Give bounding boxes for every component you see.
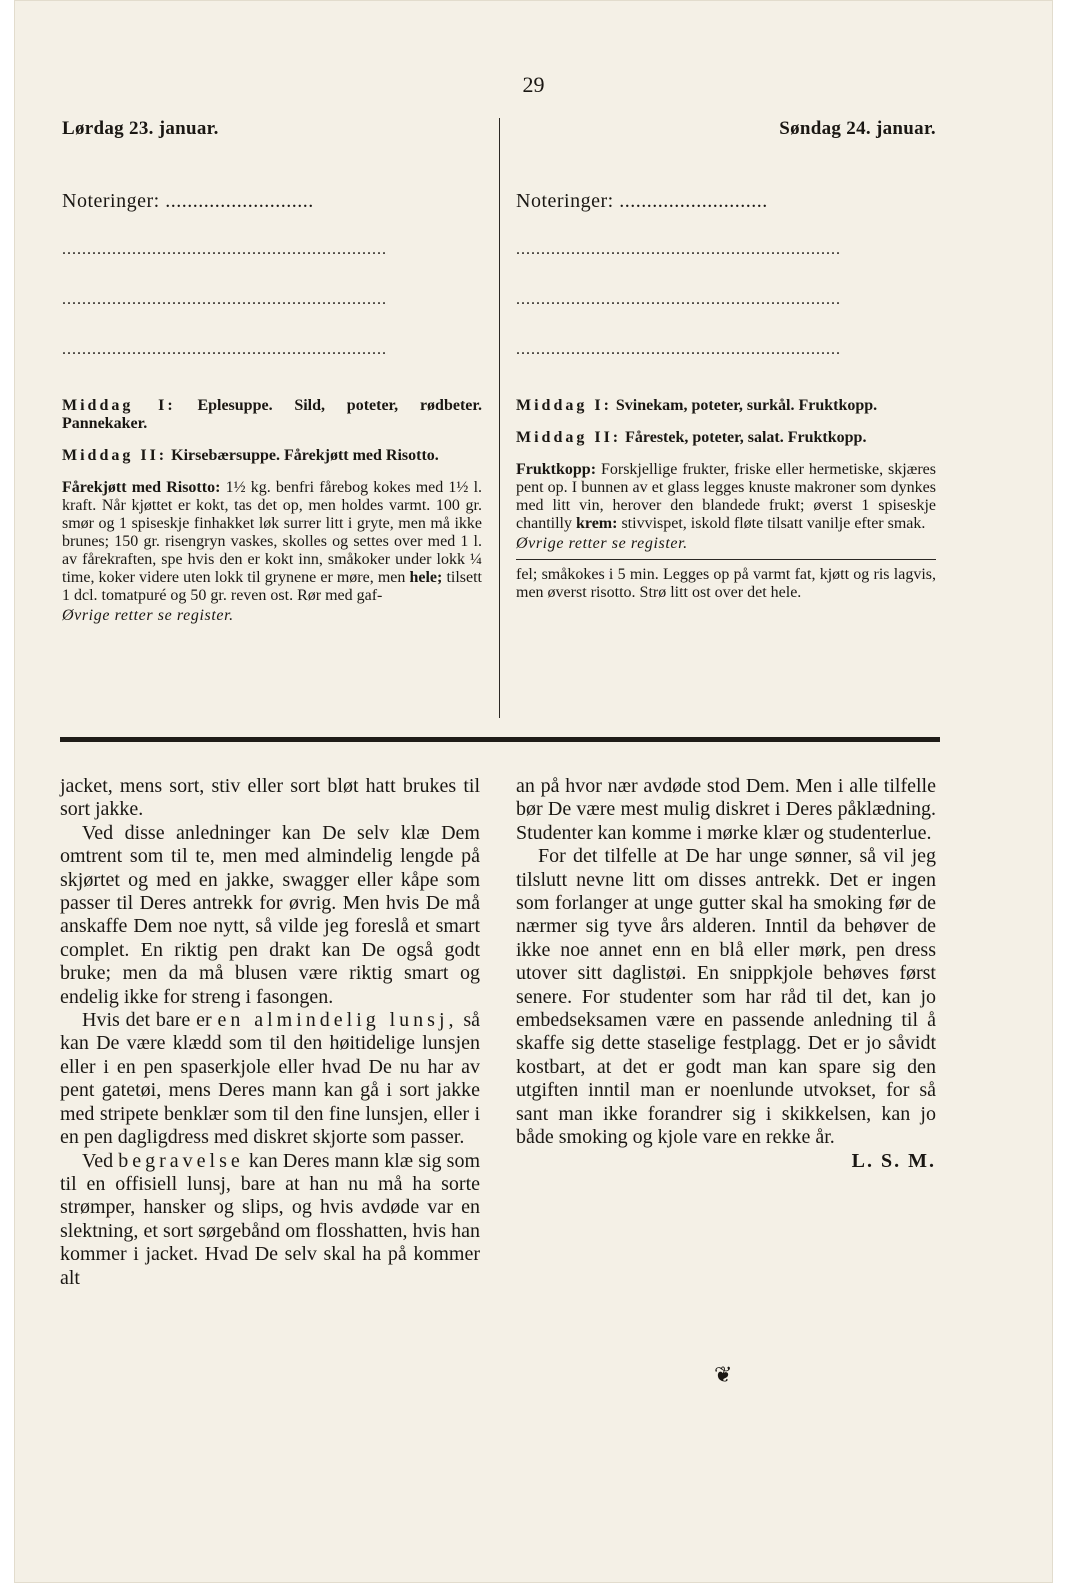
right-middag-2-label: Middag II: [516,429,622,446]
essay-left-p3-b: så kan De være klædd som til den høitidelige lunsjen eller i en pen spaserkjole eller hvad De nu har av pent gatetøi, mens Deres mann kan gå i sort jakke med stripete benklær som til den fine lunsjen, eller i en pen dagligdress med diskret skjorte som passer. [60,1009,481,1149]
left-notes-dots-1: ................................................................. [62,241,387,258]
left-recipe-bold: hele; [409,569,443,586]
essay-left-p3 [60,1009,480,1149]
left-recipe-text: 1½ kg. benfri fårebog kokes med 1½ l. kraft. Når kjøttet er kokt, tas det op, men holdes varmt. 100 gr. smør og 1 spiseskje finhakket løk surrer litt i gryte, men må ikke brunes; 150 gr. risengryn vaskes, skolles og settes over med 1 l. av fårekraften, spe hvis den er kokt inn, småkoker under lokk ¼ time, koker videre uten lokk til grynene er møre, men [62,479,483,586]
right-notes-dots-1: ................................................................. [516,241,841,258]
right-middag-1-text: Svinekam, poteter, surkål. Fruktkopp. [615,397,878,414]
essay-left-column [60,775,480,1290]
right-notes-line: Noteringer: ........................... [516,190,768,212]
column-divider [499,118,500,718]
left-notes-label: Noteringer: [62,190,160,212]
right-middag-1 [516,397,936,415]
left-recipe [62,479,482,605]
left-middag-2 [62,447,482,465]
left-day-column [62,118,482,625]
essay-right-p1: an på hvor nær avdøde stod Dem. Men i alle tilfelle bør De være mest mulig diskret i Deres påklædning. Studenter kan komme i mørke klær og studenterlue. [516,775,936,844]
left-notes-dots-2: ................................................................. [62,291,387,308]
book-page [14,0,1053,1583]
essay-left-p2: Ved disse anledninger kan De selv klæ Dem omtrent som til te, men med almindelig lengde på skjørtet og med en jakke, swagger eller kåpe som passer til Deres antrekk for øvrig. Men hvis De må anskaffe Dem noe nytt, så vilde jeg foreslå et smart complet. En riktig pen drakt kan De også godt bruke; men da må blusen være riktig smart og endelig ikke for streng i fasongen. [60,821,480,1008]
continuation-rule [516,559,936,560]
right-middag-2 [516,429,936,447]
essay-left-p3-a: Hvis det bare er [82,1009,212,1032]
right-ovrige-retter: Øvrige retter se register. [516,535,688,552]
right-day-column [516,118,936,602]
left-recipe-title: Fårekjøtt med Risotto: [62,479,221,496]
essay-left-p1: jacket, mens sort, stiv eller sort bløt hatt brukes til sort jakke. [60,775,480,821]
essay-left-p3-spaced: en almindelig lunsj, [217,1009,458,1032]
right-recipe-title: Fruktkopp: [516,461,597,478]
left-recipe-text-2: tilsett 1 dcl. tomatpuré og 50 gr. reven ost. Rør med gaf- [62,569,482,604]
right-menu-block [516,397,936,602]
left-menu-block [62,397,482,625]
right-day-header: Søndag 24. januar. [779,118,936,139]
essay-left-p4 [60,1150,480,1290]
flower-ornament-icon: ❦ [714,1362,733,1387]
right-middag-2-text: Fårestek, poteter, salat. Fruktkopp. [625,429,867,446]
left-middag-2-text: Kirsebærsuppe. Fårekjøtt med Risotto. [171,447,439,464]
right-recipe-text: Forskjellige frukter, friske eller hermetiske, skjæres pent op. I bunnen av et glass legges knuste makroner som dynkes med litt vin, herover den blandede frukt; øverst 1 spiseskje chantilly [516,461,937,532]
left-middag-2-label: Middag II: [62,447,168,464]
left-ovrige-retter: Øvrige retter se register. [62,607,234,624]
essay-left-p4-spaced: begravelse [118,1149,244,1172]
left-notes-line: Noteringer: ........................... [62,190,314,212]
left-middag-1-text: Eplesuppe. Sild, poteter, rødbeter. Pannekaker. [62,397,483,432]
right-notes-dots-3: ................................................................. [516,341,841,358]
left-middag-1 [62,397,482,433]
essay-right-column [516,775,936,1173]
essay-right-p2: For det tilfelle at De har unge sønner, så vil jeg tilslutt nevne litt om disses antrekk. Det er ingen som forlanger at unge gutter skal ha smoking før de nærmer sig tyve års alderen. Inntil da behøver de ikke noe annet enn en blå eller mørk, pen dress utover sitt daglistøi. En snippkjole behøves først senere. For studenter som har råd til det, kan jo embedseksamen være en passende anledning til å skaffe sig dette staselige festplagg. Det er jo såvidt kostbart, at det er godt man kan spare sig den utgiften inntil man er noenlunde utvokset, for så sant man ikke forandrer sig i skikkelsen, kan jo både smoking og kjole vare en rekke år. [516,845,936,1149]
left-day-header: Lørdag 23. januar. [62,118,219,139]
right-notes-label: Noteringer: [516,190,614,212]
right-recipe-text-2: stivvispet, iskold fløte tilsatt vanilje efter smak. [621,515,926,532]
essay-left-p4-b: kan Deres mann klæ sig som til en offisiell lunsj, bare at han nu må ha sorte strømper, hansker og slips, og hvis avdøde var en slektning, et sort sørgebånd om flosshatten, hvis han kommer i jacket. Hvad De selv skal ha på kommer alt [60,1149,481,1289]
left-middag-1-label: Middag I: [62,397,176,414]
right-recipe-bold: krem: [575,515,618,532]
left-notes-dots-3: ................................................................. [62,341,387,358]
section-divider-band [60,737,940,742]
essay-left-p4-a: Ved [82,1149,114,1172]
essay-signature: L. S. M. [851,1149,936,1172]
right-notes-dots-2: ................................................................. [516,291,841,308]
right-recipe [516,461,936,533]
recipe-continuation: fel; småkokes i 5 min. Legges op på varmt fat, kjøtt og ris lagvis, men øverst risotto. Strø litt ost over det hele. [516,566,936,601]
page-number: 29 [522,72,545,97]
right-middag-1-label: Middag I: [516,397,612,414]
